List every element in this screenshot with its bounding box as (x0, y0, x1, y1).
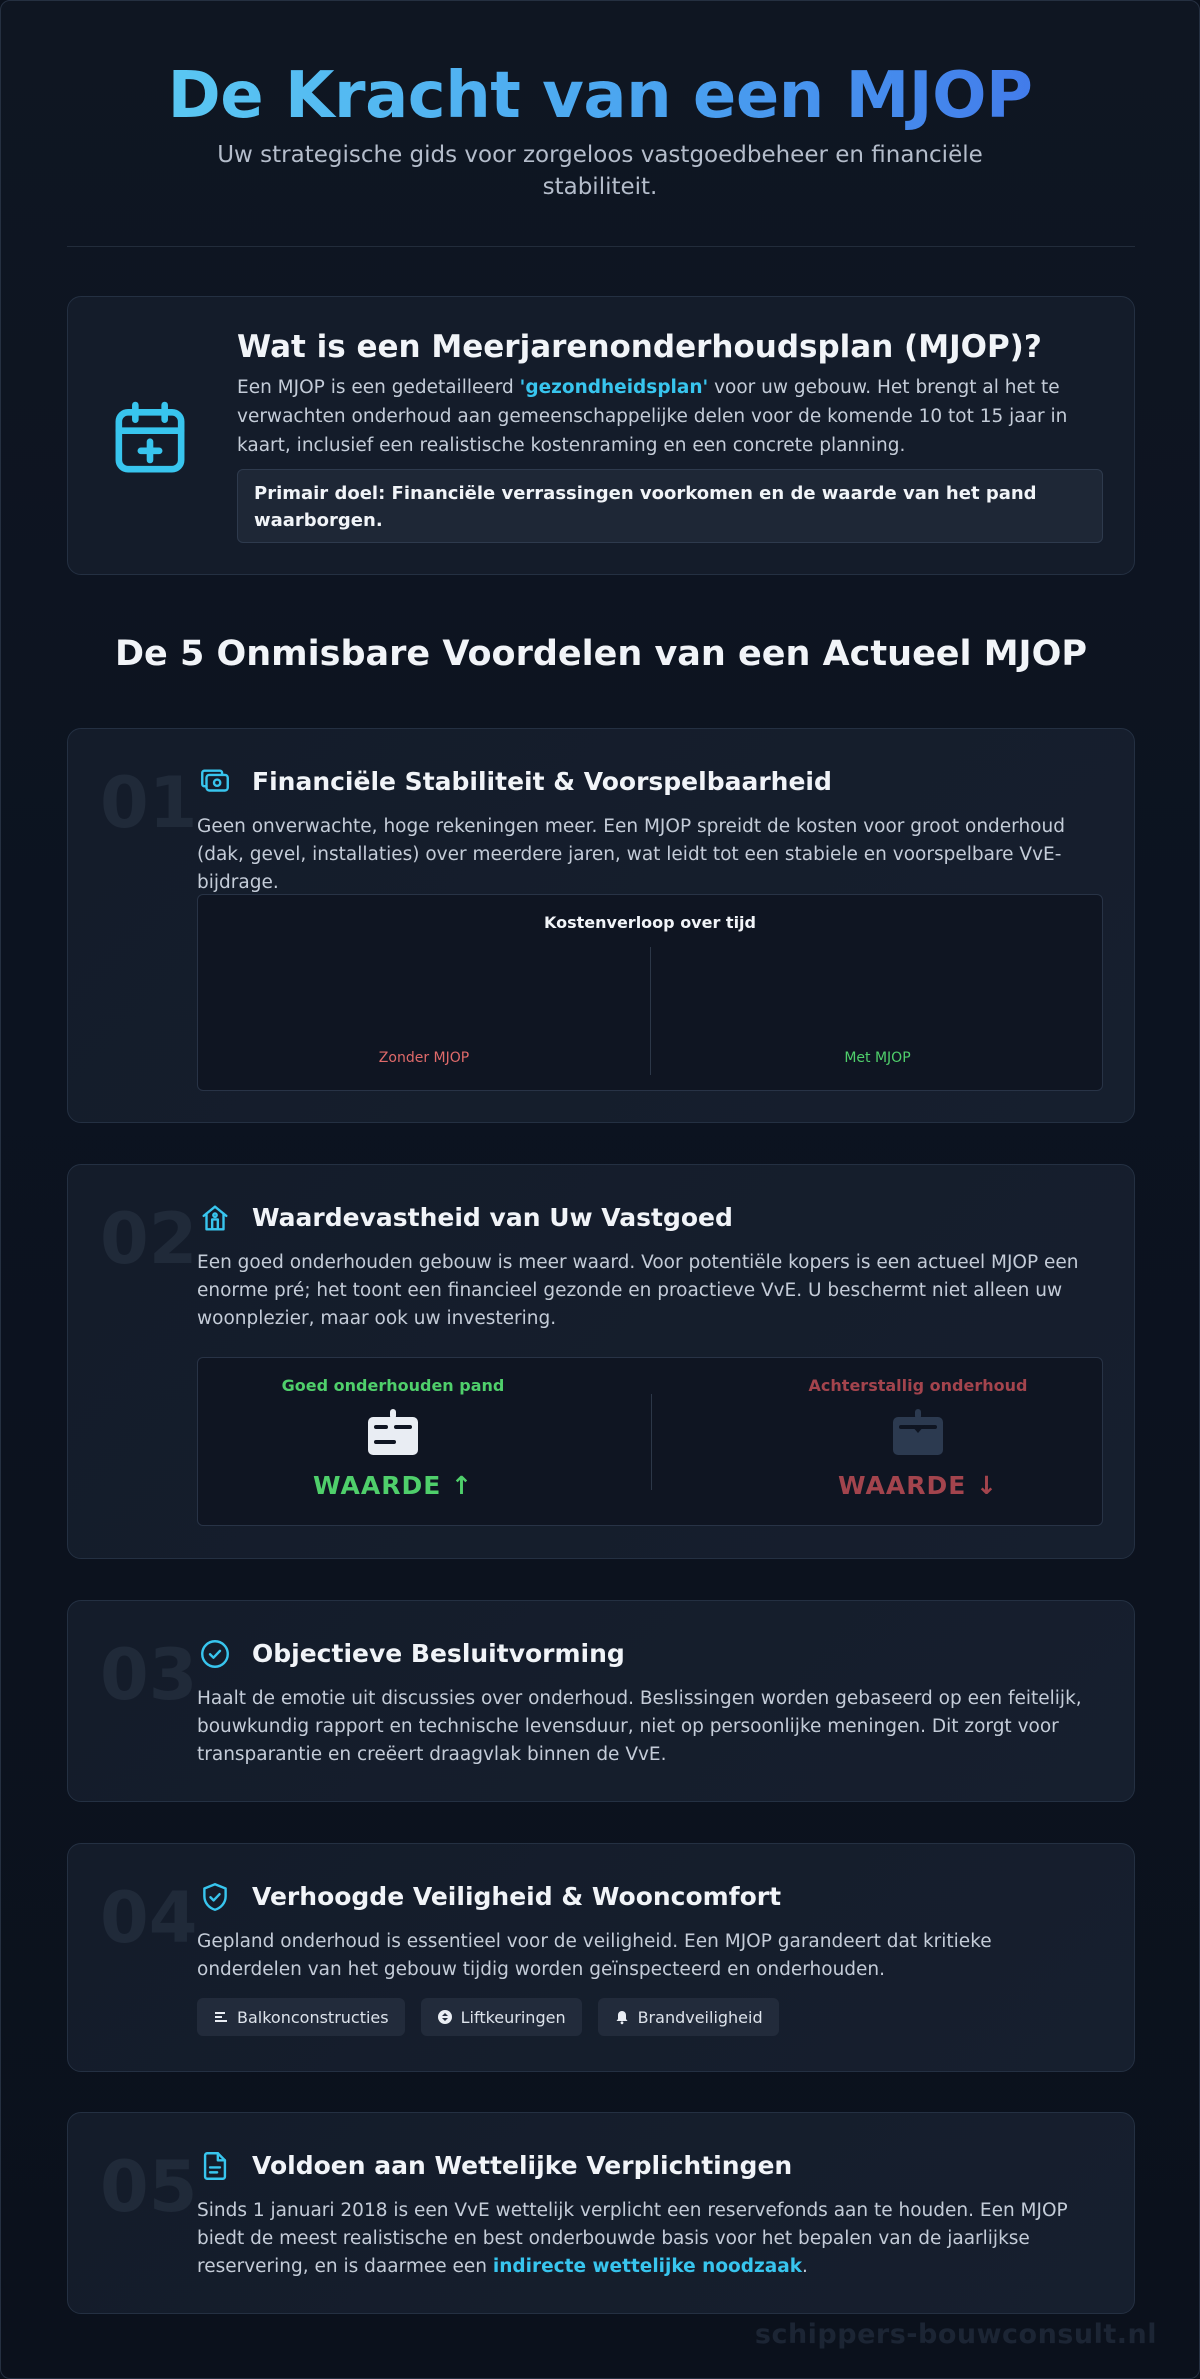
intro-text (237, 373, 1107, 460)
benefit-card-4 (67, 1843, 1135, 2072)
money-icon (198, 765, 232, 799)
tag-list (197, 1998, 779, 2036)
value-good-label: Goed onderhouden pand (281, 1376, 505, 1395)
intro-card (67, 296, 1135, 575)
benefit-text: Haalt de emotie uit discussies over onderhoud. Beslissingen worden gebaseerd op een feitelijk, bouwkundig rapport en technische levensduur, niet op persoonlijke meningen. Dit zorgt voor transparantie en creëert draagvlak binnen de VvE. (197, 1688, 1082, 1765)
benefit-title: Financiële Stabiliteit & Voorspelbaarheid (252, 767, 832, 796)
header (1, 1, 1199, 203)
benefit-title: Waardevastheid van Uw Vastgoed (252, 1203, 733, 1232)
tag-label: Brandveiligheid (637, 2007, 763, 2027)
building-icon (366, 1409, 420, 1457)
benefit-number: 04 (100, 1877, 198, 1959)
chart-title: Kostenverloop over tijd (544, 913, 756, 932)
benefit-text-start: Sinds 1 januari 2018 is een VvE wettelijk verplicht een reservefonds aan te houden. Een MJOP biedt de meest realistische en best onderbouwde basis voor het bepalen van de jaarlijkse reservering, en is daarmee een (197, 2200, 1068, 2277)
bell-icon (614, 2009, 630, 2025)
benefit-title: Objectieve Besluitvorming (252, 1639, 625, 1668)
intro-text-end: voor uw gebouw. Het brengt al het te verwachten onderhoud aan gemeenschappelijke delen voor de komende 10 tot 15 jaar in kaart, inclusief een realistische kostenraming en een concrete planning. (237, 377, 1068, 456)
benefit-title: Verhoogde Veiligheid & Wooncomfort (252, 1882, 782, 1911)
value-divider (651, 1394, 652, 1490)
value-good-text: WAARDE ↑ (313, 1471, 473, 1500)
intro-highlight: 'gezondheidsplan' (519, 377, 709, 398)
tag-balkonconstructies (197, 1998, 405, 2036)
cost-chart (197, 894, 1103, 1091)
value-good (198, 1376, 588, 1500)
tag-brandveiligheid (598, 1998, 779, 2036)
benefit-number: 03 (100, 1634, 198, 1716)
benefit-title: Voldoen aan Wettelijke Verplichtingen (252, 2151, 793, 2180)
broken-building-icon (891, 1409, 945, 1457)
intro-title: Wat is een Meerjarenonderhoudsplan (MJOP)? (237, 329, 1042, 365)
benefit-text (197, 2197, 1097, 2281)
tag-label: Liftkeuringen (460, 2007, 566, 2027)
section-heading: De 5 Onmisbare Voordelen van een Actueel MJOP (114, 634, 1087, 674)
benefit-card-5 (67, 2112, 1135, 2314)
benefit-number: 01 (100, 762, 198, 844)
benefit-text: Geen onverwachte, hoge rekeningen meer. Een MJOP spreidt de kosten voor groot onderhoud (dak, gevel, installaties) over meerdere jaren, wat leidt tot een stabiele en voorspelbare VvE-bijdrage. (197, 816, 1065, 893)
elevator-icon (437, 2009, 453, 2025)
benefit-number: 05 (100, 2146, 198, 2228)
footer-brand: schippers-bouwconsult.nl (754, 2319, 1157, 2350)
benefit-card-3 (67, 1600, 1135, 1802)
document-icon (198, 2149, 232, 2183)
value-bad-text: WAARDE ↓ (838, 1471, 998, 1500)
benefit-text: Een goed onderhouden gebouw is meer waard. Voor potentiële kopers is een actueel MJOP een enorme pré; het toont een financieel gezonde en proactieve VvE. U beschermt niet alleen uw woonplezier, maar ook uw investering. (197, 1252, 1079, 1329)
shield-check-icon (198, 1880, 232, 1914)
chart-label-without: Zonder MJOP (378, 1050, 470, 1066)
benefit-text: Gepland onderhoud is essentieel voor de veiligheid. Een MJOP garandeert dat kritieke onderdelen van het gebouw tijdig worden geïnspecteerd en onderhouden. (197, 1931, 992, 1980)
page-subtitle: Uw strategische gids voor zorgeloos vastgoedbeheer en financiële stabiliteit. (217, 142, 983, 200)
divider (67, 246, 1135, 247)
calendar-plus-icon (106, 394, 194, 482)
bars-icon (213, 2009, 229, 2025)
intro-text-start: Een MJOP is een gedetailleerd (237, 377, 520, 398)
benefit-text-end: . (802, 2256, 808, 2277)
value-bad-label: Achterstallig onderhoud (808, 1376, 1028, 1395)
check-circle-icon (198, 1637, 232, 1671)
tag-liftkeuringen (421, 1998, 582, 2036)
benefit-highlight: indirecte wettelijke noodzaak (492, 2256, 803, 2277)
value-bad (758, 1376, 1078, 1500)
chart-label-with: Met MJOP (844, 1050, 911, 1066)
value-comparison (197, 1357, 1103, 1526)
benefit-card-2 (67, 1164, 1135, 1559)
intro-goal-callout: Primair doel: Financiële verrassingen voorkomen en de waarde van het pand waarborgen. (237, 469, 1103, 543)
tag-label: Balkonconstructies (237, 2007, 389, 2027)
benefit-number: 02 (100, 1198, 198, 1280)
benefit-card-1 (67, 728, 1135, 1123)
page-title: De Kracht van een MJOP (1, 59, 1199, 133)
home-icon (198, 1201, 232, 1235)
